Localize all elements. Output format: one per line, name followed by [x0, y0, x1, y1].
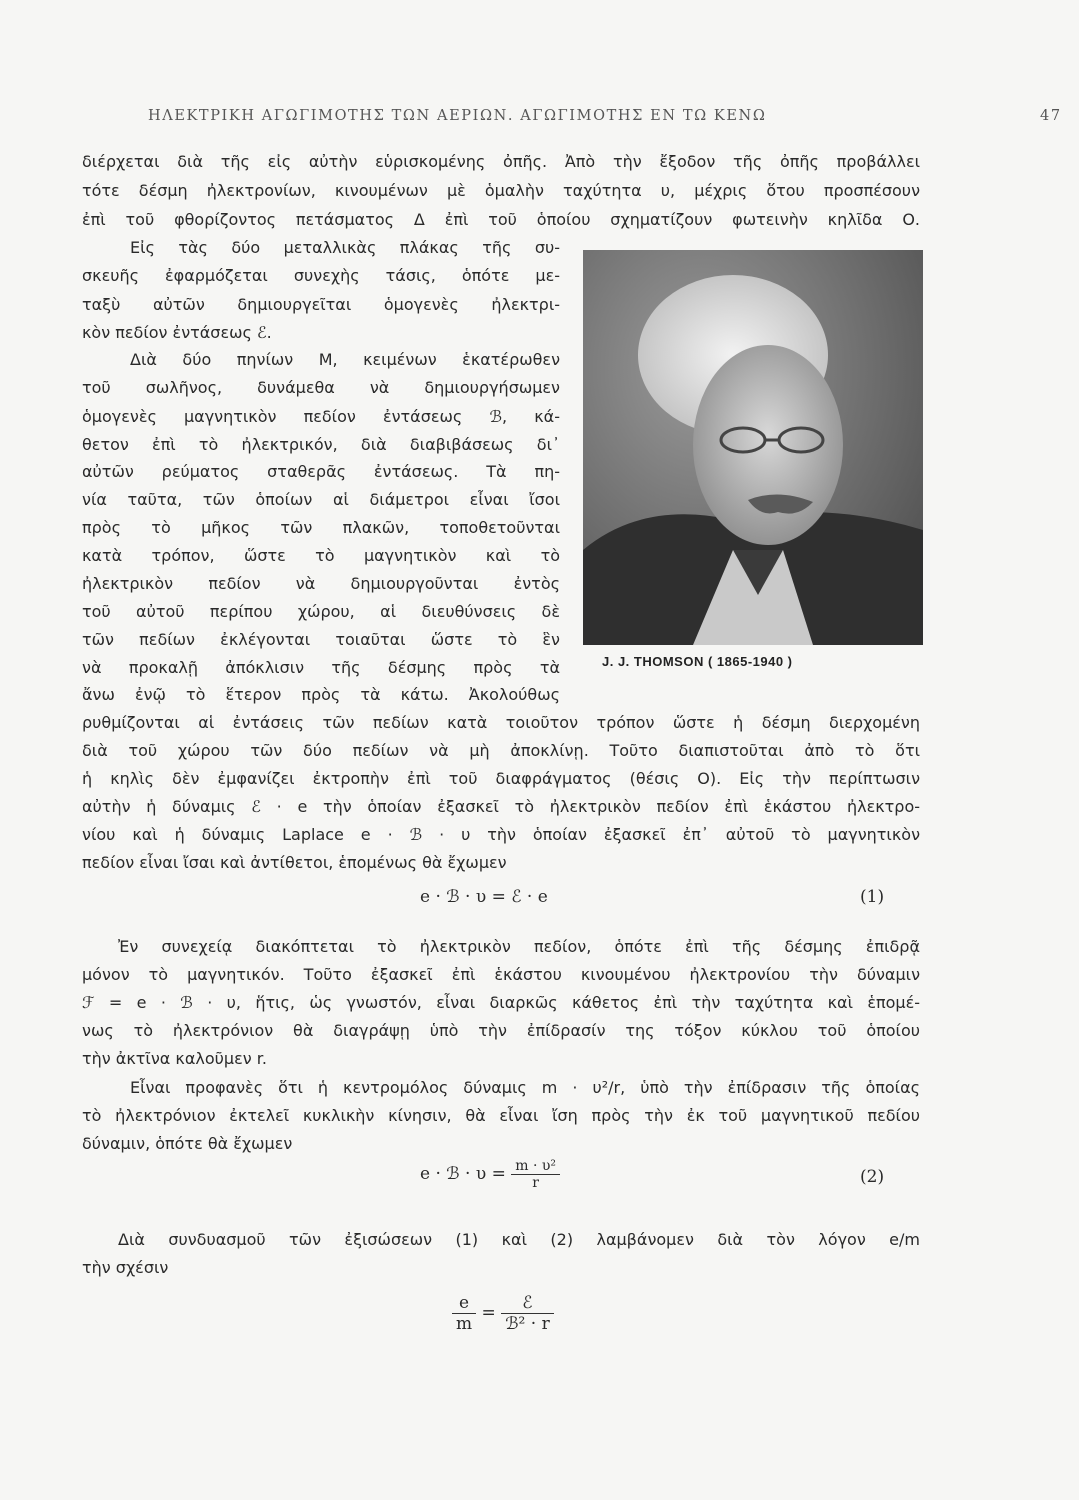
- equation-3-rhs-numerator: ℰ: [522, 1293, 533, 1313]
- text-line: τὸ ἠλεκτρόνιον ἐκτελεῖ κυκλικὴν κίνησιν, θὰ εἶναι ἴση πρὸς τὴν ἐκ τοῦ μαγνητικοῦ πεδίου: [82, 1106, 920, 1125]
- portrait-illustration: [583, 250, 923, 645]
- page-number: 47: [1040, 108, 1062, 124]
- text-line: τὴν ἀκτῖνα καλοῦμεν r.: [82, 1049, 267, 1068]
- text-line: νως τὸ ἠλεκτρόνιον θὰ διαγράψῃ ὑπὸ τὴν ἐπίδρασίν της τόξον κύκλου τοῦ ὁποίου: [82, 1021, 920, 1040]
- text-line: Εἶναι προφανὲς ὅτι ἡ κεντρομόλος δύναμις m · υ²/r, ὑπὸ τὴν ἐπίδρασιν τῆς ὁποίας: [130, 1078, 920, 1097]
- text-line: ταξὺ αὐτῶν δημιουργεῖται ὁμογενὲς ἠλεκτρι-: [82, 295, 560, 314]
- text-line: Διὰ συνδυασμοῦ τῶν ἐξισώσεων (1) καὶ (2) λαμβάνομεν διὰ τὸν λόγον e/m: [118, 1230, 920, 1249]
- text-line: νίου καὶ ἡ δύναμις Laplace e · ℬ · υ τὴν ὁποίαν ἐξασκεῖ ἐπ᾽ αὐτοῦ τὸ μαγνητικὸν: [82, 825, 920, 844]
- text-line: τοῦ αὐτοῦ περίπου χώρου, αἱ διευθύνσεις δὲ: [82, 602, 560, 621]
- equation-2-number: (2): [860, 1167, 885, 1187]
- running-title: ΗΛΕΚΤΡΙΚΗ ΑΓΩΓΙΜΟΤΗΣ ΤΩΝ ΑΕΡΙΩΝ. ΑΓΩΓΙΜΟΤΗΣ ΕΝ ΤΩ ΚΕΝΩ: [148, 108, 767, 124]
- equation-2-denominator: r: [532, 1175, 539, 1191]
- text-line: ὁμογενὲς μαγνητικὸν πεδίον ἐντάσεως ℬ, κά-: [82, 407, 560, 426]
- text-line: Διὰ δύο πηνίων Μ, κειμένων ἑκατέρωθεν: [130, 350, 560, 369]
- text-line: κατὰ τρόπον, ὥστε τὸ μαγνητικὸν καὶ τὸ: [82, 546, 560, 565]
- text-line: νία ταῦτα, τῶν ὁποίων αἱ διάμετροι εἶναι ἴσοι: [82, 490, 560, 509]
- equation-2-numerator: m · υ²: [515, 1158, 556, 1174]
- text-line: ἄνω ἐνῷ τὸ ἕτερον πρὸς τὰ κάτω. Ἀκολούθως: [82, 685, 560, 704]
- equation-1: e · ℬ · υ = ℰ · e: [420, 887, 548, 907]
- equation-3-rhs-denominator: ℬ² · r: [505, 1314, 550, 1334]
- equation-2: [420, 1158, 560, 1191]
- equation-2-lhs: e · ℬ · υ =: [420, 1164, 506, 1184]
- text-line: τότε δέσμη ἠλεκτρονίων, κινουμένων μὲ ὁμαλὴν ταχύτητα υ, μέχρις ὅτου προσπέσουν: [82, 181, 920, 200]
- text-line: τοῦ σωλῆνος, δυνάμεθα νὰ δημιουργήσωμεν: [82, 378, 560, 397]
- text-line: ρυθμίζονται αἱ ἐντάσεις τῶν πεδίων κατὰ τοιοῦτον τρόπον ὥστε ἡ δέσμη διερχομένη: [82, 713, 920, 732]
- text-line: μόνον τὸ μαγνητικόν. Τοῦτο ἐξασκεῖ ἐπὶ ἑκάστου κινουμένου ἠλεκτρονίου τὴν δύναμιν: [82, 965, 920, 984]
- text-line: σκευῆς ἐφαρμόζεται συνεχὴς τάσις, ὁπότε με-: [82, 266, 560, 285]
- photo-caption: J. J. THOMSON ( 1865-1940 ): [602, 654, 793, 669]
- equation-3-lhs-numerator: e: [459, 1293, 470, 1313]
- text-line: Εἰς τὰς δύο μεταλλικὰς πλάκας τῆς συ-: [130, 238, 560, 257]
- text-line: τὴν σχέσιν: [82, 1258, 169, 1277]
- equation-2-fraction: [511, 1158, 560, 1191]
- equation-3-lhs-denominator: m: [456, 1314, 473, 1334]
- running-header: [0, 100, 1079, 130]
- text-line: αὐτὴν ἡ δύναμις ℰ · e τὴν ὁποίαν ἐξασκεῖ τὸ ἠλεκτρικὸν πεδίον ἐπὶ ἑκάστου ἠλεκτρο-: [82, 797, 920, 816]
- text-line: διὰ τοῦ χώρου τῶν δύο πεδίων νὰ μὴ ἀποκλίνῃ. Τοῦτο διαπιστοῦται ἀπὸ τὸ ὅτι: [82, 741, 920, 760]
- text-line: νὰ προκαλῇ ἀπόκλισιν τῆς δέσμης πρὸς τὰ: [82, 658, 560, 677]
- text-line: ἐπὶ τοῦ φθορίζοντος πετάσματος Δ ἐπὶ τοῦ ὁποίου σχηματίζουν φωτεινὴν κηλῖδα Ο.: [82, 210, 920, 229]
- equation-3-lhs-fraction: [452, 1293, 476, 1334]
- equation-1-number: (1): [860, 887, 885, 907]
- equation-3-equals: =: [481, 1303, 496, 1323]
- equation-3-rhs-fraction: [501, 1293, 554, 1334]
- equation-3: [452, 1293, 554, 1334]
- text-line: ἠλεκτρικὸν πεδίον νὰ δημιουργοῦνται ἐντὸς: [82, 574, 560, 593]
- text-line: πεδίον εἶναι ἴσαι καὶ ἀντίθετοι, ἑπομένως θὰ ἔχωμεν: [82, 853, 507, 872]
- text-line: ℱ = e · ℬ · υ, ἥτις, ὡς γνωστόν, εἶναι διαρκῶς κάθετος ἐπὶ τὴν ταχύτητα καὶ ἑπομέ-: [82, 993, 920, 1012]
- text-line: διέρχεται διὰ τῆς εἰς αὐτὴν εὑρισκομένης ὀπῆς. Ἀπὸ τὴν ἔξοδον τῆς ὀπῆς προβάλλει: [82, 152, 920, 171]
- text-line: δύναμιν, ὁπότε θὰ ἔχωμεν: [82, 1134, 293, 1153]
- text-line: Ἐν συνεχείᾳ διακόπτεται τὸ ἠλεκτρικὸν πεδίον, ὁπότε ἐπὶ τῆς δέσμης ἐπιδρᾷ: [118, 937, 920, 956]
- text-line: κὸν πεδίον ἐντάσεως ℰ.: [82, 323, 272, 342]
- portrait-photo: [583, 250, 923, 645]
- text-line: ἡ κηλὶς δὲν ἐμφανίζει ἐκτροπὴν ἐπὶ τοῦ διαφράγματος (θέσις Ο). Εἰς τὴν περίπτωσιν: [82, 769, 920, 788]
- text-line: αὐτῶν ρεύματος σταθερᾶς ἐντάσεως. Τὰ πη-: [82, 462, 560, 481]
- text-line: τῶν πεδίων ἐκλέγονται τοιαῦται ὥστε τὸ ἓν: [82, 630, 560, 649]
- text-line: θετον ἐπὶ τὸ ἠλεκτρικόν, διὰ διαβιβάσεως δι᾽: [82, 435, 560, 454]
- text-line: πρὸς τὸ μῆκος τῶν πλακῶν, τοποθετοῦνται: [82, 518, 560, 537]
